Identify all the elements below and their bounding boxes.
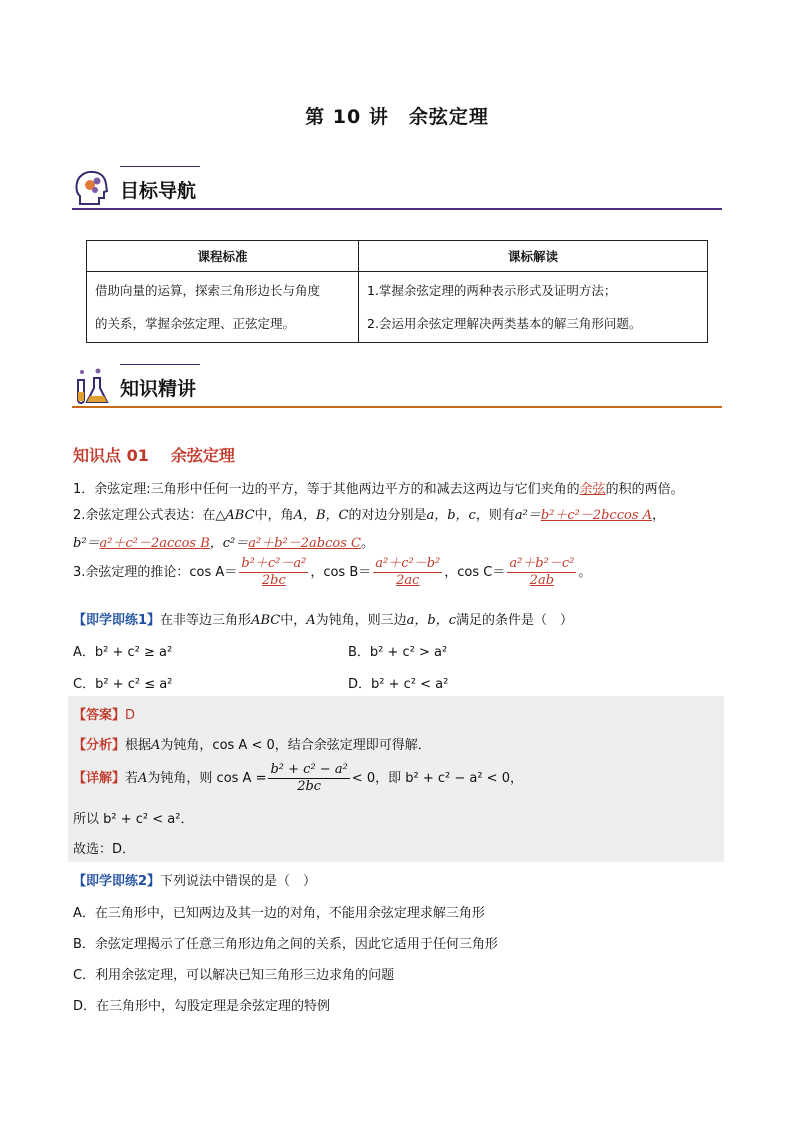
table-cell-interpretation: [359, 272, 708, 343]
question-text: 满足的条件是（ ）: [455, 613, 573, 628]
corollary-text: ，cos C＝: [444, 565, 506, 580]
fraction-numerator: b² + c² − a²: [270, 762, 348, 777]
table-header-standard: 课程标准: [87, 241, 359, 272]
table-cell-line: 1.掌握余弦定理的两种表示形式及证明方法；: [367, 283, 617, 298]
detail-text: A: [138, 771, 148, 786]
question-text: 下列说法中错误的是（ ）: [160, 874, 317, 889]
table-header-interpretation: 课标解读: [359, 241, 708, 272]
detail-text: 为钝角，则 cos A =: [147, 771, 267, 786]
q2-option-d[interactable]: D．在三角形中，勾股定理是余弦定理的特例: [73, 999, 331, 1014]
analysis-line: [73, 734, 431, 753]
fraction-denominator: 2bc: [297, 779, 322, 794]
detail-tag: 【详解】: [73, 771, 126, 786]
paragraph-formula: [73, 504, 665, 523]
question-text: 为钝角，则三边: [315, 613, 407, 628]
question-tag: 【即学即练1】: [73, 613, 161, 628]
answer-tag: 【答案】: [73, 708, 126, 723]
fraction-numerator: b²＋c²－a²: [241, 556, 307, 571]
formula-cos-c: a²＋b²－2abcos C: [248, 536, 361, 551]
fraction-cos-a: [239, 556, 308, 589]
option-d[interactable]: D．b² + c² < a²: [348, 677, 449, 692]
formula-text: ，则有: [475, 508, 515, 523]
formula-text: 中，角: [254, 508, 294, 523]
q2-option-a[interactable]: A．在三角形中，已知两边及其一边的对角，不能用余弦定理求解三角形: [73, 906, 485, 921]
head-gears-icon: [74, 168, 110, 208]
question-1-stem: [73, 609, 573, 628]
formula-cos-a: b²＋c²－2bccos A: [540, 508, 653, 523]
formula-c2: ，c²＝: [209, 536, 249, 551]
q2-option-c[interactable]: C．利用余弦定理，可以解决已知三角形三边求角的问题: [73, 968, 395, 983]
standards-table: [86, 240, 708, 343]
fraction-denominator: 2bc: [261, 573, 286, 588]
question-text: A: [306, 613, 316, 628]
formula-text: 2.余弦定理公式表达：在△: [73, 508, 226, 523]
formula-a2: a²＝: [514, 508, 541, 523]
detail-line: [73, 762, 523, 795]
q2-option-b[interactable]: B．余弦定理揭示了任意三角形边角之间的关系，因此它适用于任何三角形: [73, 937, 498, 952]
analysis-text: A: [151, 738, 161, 753]
formula-text: 的对边分别是: [348, 508, 427, 523]
option-c[interactable]: C．b² + c² ≤ a²: [73, 677, 173, 692]
formula-b2: b²＝: [73, 536, 100, 551]
table-cell-standard: [87, 272, 359, 343]
knowledge-point-number: 知识点 01: [73, 446, 149, 465]
detail-fraction: [268, 762, 349, 795]
corollary-text: ，cos B＝: [310, 565, 372, 580]
detail-text: < 0，即 b² + c² − a² < 0，: [351, 771, 523, 786]
knowledge-point-heading: [73, 443, 235, 466]
fraction-cos-c: [507, 556, 576, 589]
corollary-text: 。: [578, 565, 592, 580]
question-text: 在非等边三角形: [160, 613, 252, 628]
analysis-text: 为钝角，cos A < 0，结合余弦定理即可得解．: [160, 738, 431, 753]
table-cell-line: 2.会运用余弦定理解决两类基本的解三角形问题。: [367, 316, 642, 331]
question-text: a，b，c: [406, 613, 456, 628]
paragraph-definition: [73, 478, 684, 497]
option-b[interactable]: B．b² + c² > a²: [348, 645, 448, 660]
fraction-numerator: a²＋b²－c²: [509, 556, 575, 571]
section-title-knowledge: 知识精讲: [120, 378, 197, 400]
formula-text: 。: [360, 536, 374, 551]
fraction-denominator: 2ac: [396, 573, 420, 588]
section-title-goals: 目标导航: [120, 180, 197, 202]
conclusion-line: 所以 b² + c² < a²．: [73, 812, 194, 827]
question-2-stem: [73, 870, 316, 889]
formula-cos-b: a²＋c²－2accos B: [99, 536, 210, 551]
knowledge-point-name: 余弦定理: [170, 446, 235, 465]
paragraph-formula-2: [73, 532, 374, 551]
formula-angles: A，B，C: [293, 508, 349, 523]
formula-text: ，: [652, 508, 666, 523]
lab-flask-icon: [72, 366, 110, 406]
definition-tail: 的积的两倍。: [605, 482, 684, 497]
analysis-tag: 【分析】: [73, 738, 126, 753]
page-title: 第 10 讲 余弦定理: [305, 106, 489, 128]
paragraph-corollary: [73, 556, 591, 589]
formula-triangle: ABC: [225, 508, 255, 523]
analysis-text: 根据: [125, 738, 152, 753]
choice-line: 故选：D．: [73, 842, 136, 857]
corollary-text: 3.余弦定理的推论：cos A＝: [73, 565, 238, 580]
fraction-denominator: 2ab: [529, 573, 555, 588]
section-header-knowledge: [72, 364, 722, 408]
answer-line: [73, 704, 135, 723]
answer-value: D: [125, 708, 136, 723]
detail-text: 若: [125, 771, 139, 786]
section-header-goals: [72, 166, 722, 210]
formula-sides: a，b，c: [426, 508, 476, 523]
definition-text: 1．余弦定理:三角形中任何一边的平方，等于其他两边平方的和减去这两边与它们夹角的: [73, 482, 580, 497]
fraction-numerator: a²＋c²－b²: [375, 556, 441, 571]
option-a[interactable]: A．b² + c² ≥ a²: [73, 645, 173, 660]
definition-key: 余弦: [579, 482, 606, 497]
question-text: 中，: [280, 613, 307, 628]
table-cell-line: 的关系，掌握余弦定理、正弦定理。: [95, 316, 296, 331]
question-text: ABC: [251, 613, 281, 628]
fraction-cos-b: [373, 556, 442, 589]
table-cell-line: 借助向量的运算，探索三角形边长与角度: [95, 283, 321, 298]
question-tag: 【即学即练2】: [73, 874, 161, 889]
